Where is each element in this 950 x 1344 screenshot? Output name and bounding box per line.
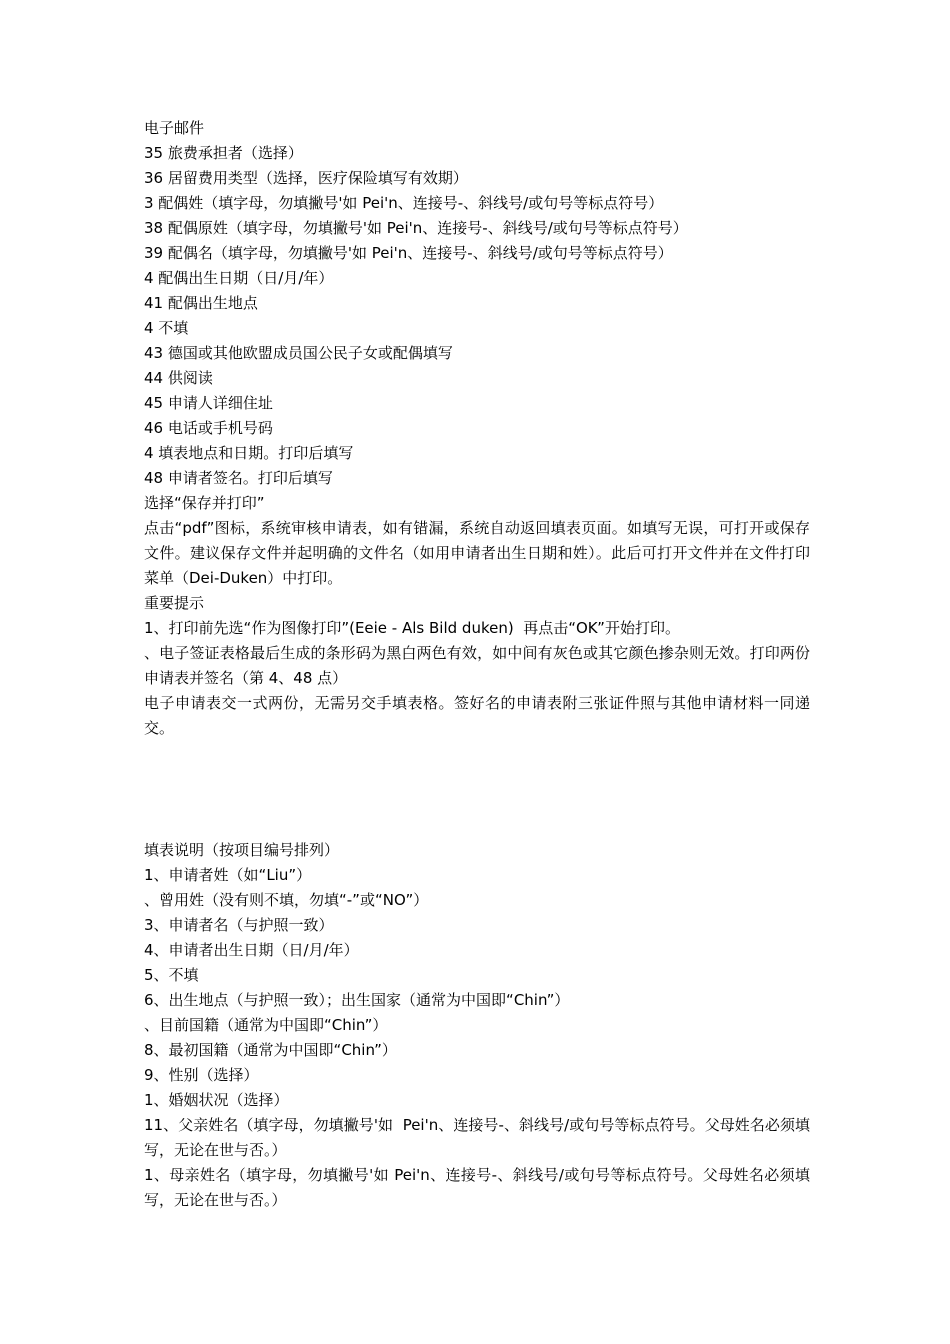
- text-line: 43 德国或其他欧盟成员国公民子女或配偶填写: [144, 344, 453, 362]
- text-line: 5、不填: [144, 966, 199, 984]
- text-line: 48 申请者签名。打印后填写: [144, 469, 333, 487]
- text-line: 36 居留费用类型（选择，医疗保险填写有效期）: [144, 169, 468, 187]
- text-line: 39 配偶名（填字母，勿填撇号'如 Pei'n、连接号-、斜线号/或句号等标点符号）: [144, 244, 673, 262]
- paragraph-submission-note: 电子申请表交一式两份，无需另交手填表格。签好名的申请表附三张证件照与其他申请材料一同递交。: [144, 694, 810, 737]
- text-line: 4、申请者出生日期（日/月/年）: [144, 941, 359, 959]
- text-line: 1、打印前先选“作为图像打印”(Eeie - Als Bild duken) 再点击“OK”开始打印。: [144, 619, 680, 637]
- heading-form-instructions: 填表说明（按项目编号排列）: [144, 841, 340, 859]
- text-line: 4 不填: [144, 319, 189, 337]
- text-line: 、曾用姓（没有则不填，勿填“-”或“NO”）: [144, 891, 429, 909]
- text-line: 46 电话或手机号码: [144, 419, 273, 437]
- text-line: 6、出生地点（与护照一致）；出生国家（通常为中国即“Chin”）: [144, 991, 570, 1009]
- text-line: 1、申请者姓（如“Liu”）: [144, 866, 312, 884]
- section-form-instructions: [144, 838, 810, 1213]
- text-line: 选择“保存并打印”: [144, 494, 265, 512]
- paragraph-mother-name: 1、母亲姓名（填字母，勿填撇号'如 Pei'n、连接号-、斜线号/或句号等标点符号。父母姓名必须填写，无论在世与否。）: [144, 1166, 810, 1209]
- text-line: 44 供阅读: [144, 369, 213, 387]
- text-line: 3、申请者名（与护照一致）: [144, 916, 334, 934]
- text-line: 35 旅费承担者（选择）: [144, 144, 303, 162]
- section-application-items-part2: [144, 116, 810, 741]
- text-line: 4 填表地点和日期。打印后填写: [144, 444, 354, 462]
- text-line: 38 配偶原姓（填字母，勿填撇号'如 Pei'n、连接号-、斜线号/或句号等标点符号）: [144, 219, 688, 237]
- heading-important-notes: 重要提示: [144, 594, 205, 612]
- text-line: 8、最初国籍（通常为中国即“Chin”）: [144, 1041, 397, 1059]
- paragraph-pdf-instructions: 点击“pdf”图标，系统审核申请表，如有错漏，系统自动返回填表页面。如填写无误，可打开或保存文件。建议保存文件并起明确的文件名（如用申请者出生日期和姓）。此后可打开文件并在文件打印菜单（Dei-Duken）中打印。: [144, 519, 810, 587]
- text-line: 41 配偶出生地点: [144, 294, 258, 312]
- text-line: 1、婚姻状况（选择）: [144, 1091, 289, 1109]
- text-line: 、目前国籍（通常为中国即“Chin”）: [144, 1016, 388, 1034]
- text-line: 45 申请人详细住址: [144, 394, 273, 412]
- paragraph-barcode-note: 、电子签证表格最后生成的条形码为黑白两色有效，如中间有灰色或其它颜色掺杂则无效。打印两份申请表并签名（第 4、48 点）: [144, 644, 810, 687]
- text-line: 4 配偶出生日期（日/月/年）: [144, 269, 334, 287]
- text-line: 9、性别（选择）: [144, 1066, 259, 1084]
- text-line: 电子邮件: [144, 119, 205, 137]
- text-line: 3 配偶姓（填字母，勿填撇号'如 Pei'n、连接号-、斜线号/或句号等标点符号）: [144, 194, 664, 212]
- paragraph-father-name: 11、父亲姓名（填字母，勿填撇号'如 Pei'n、连接号-、斜线号/或句号等标点符号。父母姓名必须填写，无论在世与否。）: [144, 1116, 810, 1159]
